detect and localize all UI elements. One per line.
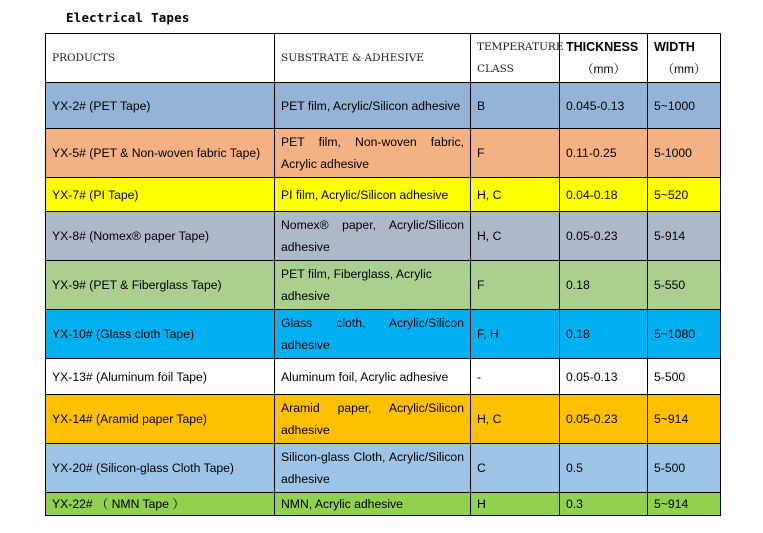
- cell-width: 5~914: [648, 493, 721, 516]
- cell-product: YX-5# (PET & Non-woven fabric Tape): [46, 129, 275, 178]
- header-temperature: [471, 34, 564, 83]
- cell-temperature: F: [471, 129, 560, 178]
- cell-product: YX-7# (PI Tape): [46, 178, 275, 212]
- cell-temperature: C: [471, 444, 560, 493]
- page-title: Electrical Tapes: [66, 10, 190, 25]
- cell-thickness: 0.05-0.23: [560, 395, 648, 444]
- header-thickness-line2: （mm）: [581, 62, 626, 76]
- cell-width: 5~1000: [648, 83, 721, 129]
- cell-product: YX-8# (Nomex® paper Tape): [46, 212, 275, 261]
- cell-temperature: H, C: [471, 395, 560, 444]
- cell-temperature: B: [471, 83, 560, 129]
- cell-width: 5~914: [648, 395, 721, 444]
- cell-substrate: Aramid paper, Acrylic/Silicon adhesive: [275, 395, 471, 444]
- cell-substrate: PET film, Non-woven fabric, Acrylic adhesive: [275, 129, 471, 178]
- cell-thickness: 0.18: [560, 310, 648, 359]
- header-temperature-line1: TEMPERATURE: [477, 41, 564, 53]
- header-substrate: SUBSTRATE & ADHESIVE: [275, 34, 471, 83]
- cell-temperature: H, C: [471, 178, 560, 212]
- table-row: [46, 261, 721, 310]
- cell-width: 5-500: [648, 359, 721, 395]
- cell-product: YX-9# (PET & Fiberglass Tape): [46, 261, 275, 310]
- cell-temperature: H, C: [471, 212, 560, 261]
- cell-temperature: H: [471, 493, 560, 516]
- cell-width: 5-1000: [648, 129, 721, 178]
- table-row: [46, 310, 721, 359]
- cell-substrate: PET film, Fiberglass, Acrylic adhesive: [275, 261, 471, 310]
- cell-substrate: Aluminum foil, Acrylic adhesive: [275, 359, 471, 395]
- cell-product: YX-22# （ NMN Tape ）: [46, 493, 275, 516]
- table-row: [46, 178, 721, 212]
- cell-width: 5~1080: [648, 310, 721, 359]
- cell-substrate: PI film, Acrylic/Silicon adhesive: [275, 178, 471, 212]
- table-row: [46, 493, 721, 516]
- cell-thickness: 0.045-0.13: [560, 83, 648, 129]
- cell-product: YX-2# (PET Tape): [46, 83, 275, 129]
- cell-thickness: 0.05-0.13: [560, 359, 648, 395]
- electrical-tapes-table: [45, 33, 721, 516]
- table-header-row: [46, 34, 721, 83]
- cell-substrate: PET film, Acrylic/Silicon adhesive: [275, 83, 471, 129]
- cell-thickness: 0.04-0.18: [560, 178, 648, 212]
- table-row: [46, 129, 721, 178]
- cell-temperature: -: [471, 359, 560, 395]
- header-thickness-line1: THICKNESS: [566, 40, 639, 54]
- cell-product: YX-20# (Silicon-glass Cloth Tape): [46, 444, 275, 493]
- cell-width: 5-500: [648, 444, 721, 493]
- header-width-line2: （mm）: [662, 62, 706, 76]
- cell-substrate: Glass cloth, Acrylic/Silicon adhesive: [275, 310, 471, 359]
- table-row: [46, 395, 721, 444]
- cell-temperature: F, H: [471, 310, 560, 359]
- header-products: PRODUCTS: [46, 34, 275, 83]
- cell-substrate: Nomex® paper, Acrylic/Silicon adhesive: [275, 212, 471, 261]
- cell-substrate: NMN, Acrylic adhesive: [275, 493, 471, 516]
- cell-substrate: Silicon-glass Cloth, Acrylic/Silicon adhesive: [275, 444, 471, 493]
- table-row: [46, 359, 721, 395]
- table-row: [46, 83, 721, 129]
- cell-width: 5-550: [648, 261, 721, 310]
- cell-temperature: F: [471, 261, 560, 310]
- table-row: [46, 444, 721, 493]
- header-width: [648, 34, 721, 83]
- cell-product: YX-14# (Aramid paper Tape): [46, 395, 275, 444]
- cell-thickness: 0.18: [560, 261, 648, 310]
- cell-product: YX-13# (Aluminum foil Tape): [46, 359, 275, 395]
- header-temperature-line2: CLASS: [477, 63, 514, 75]
- cell-width: 5-914: [648, 212, 721, 261]
- header-thickness: [560, 34, 648, 83]
- cell-thickness: 0.11-0.25: [560, 129, 648, 178]
- header-width-line1: WIDTH: [654, 40, 695, 54]
- cell-thickness: 0.3: [560, 493, 648, 516]
- cell-thickness: 0.5: [560, 444, 648, 493]
- cell-product: YX-10# (Glass cloth Tape): [46, 310, 275, 359]
- cell-width: 5~520: [648, 178, 721, 212]
- cell-thickness: 0.05-0.23: [560, 212, 648, 261]
- table-row: [46, 212, 721, 261]
